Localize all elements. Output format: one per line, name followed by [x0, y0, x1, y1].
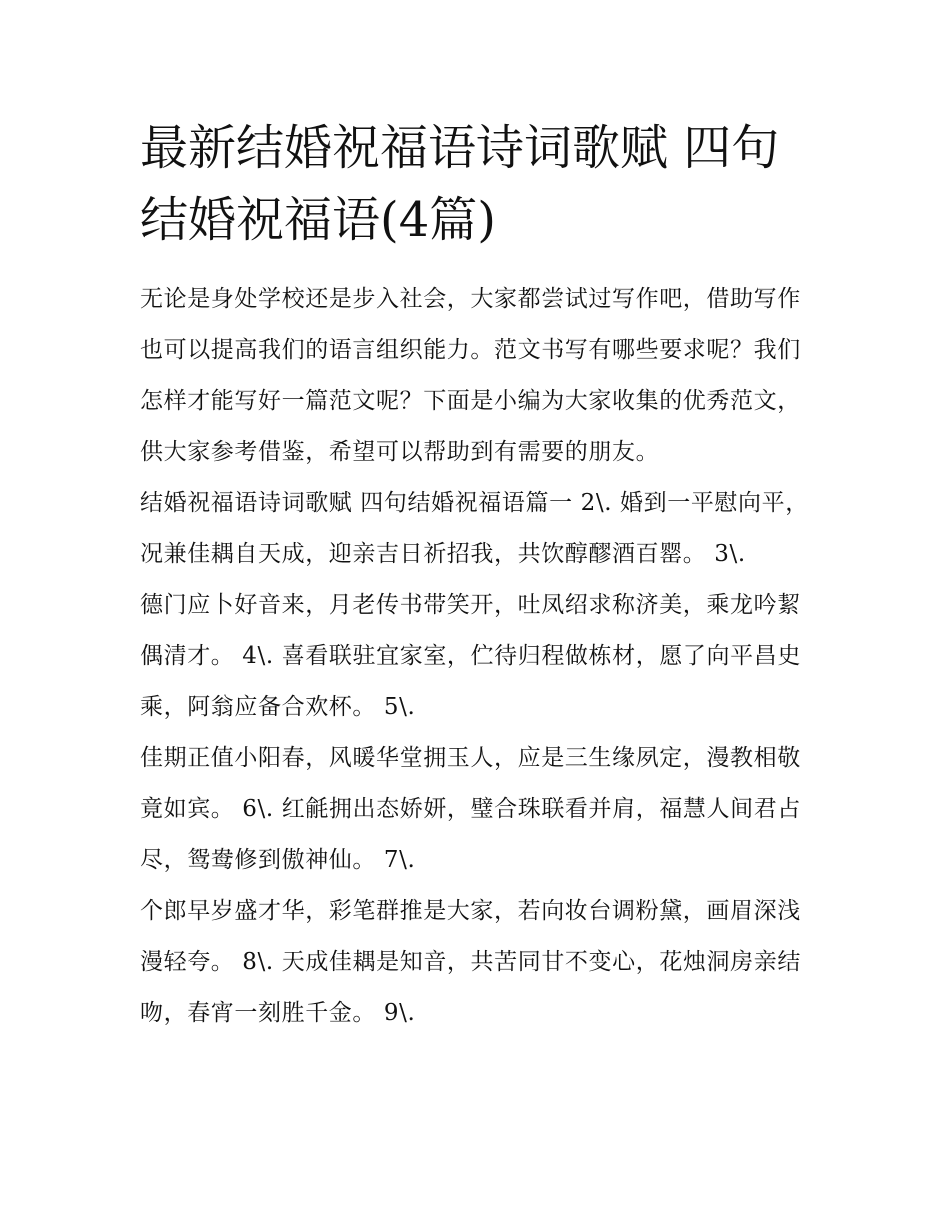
document-body — [140, 112, 816, 1039]
paragraph-intro: 无论是身处学校还是步入社会，大家都尝试过写作吧，借助写作也可以提高我们的语言组织能力。范文书写有哪些要求呢？我们怎样才能写好一篇范文呢？下面是小编为大家收集的优秀范文，供大家参考借鉴，希望可以帮助到有需要的朋友。 — [140, 286, 801, 465]
document-title: 最新结婚祝福语诗词歌赋 四句结婚祝福语(4篇) — [140, 120, 780, 248]
paragraph-poem-1: 结婚祝福语诗词歌赋 四句结婚祝福语篇一 2\. 婚到一平慰向平，况兼佳耦自天成，迎亲吉日祈招我，共饮醇醪酒百罂。 3\. — [140, 490, 809, 567]
paragraph-poem-3: 佳期正值小阳春，风暖华堂拥玉人，应是三生缘夙定，漫教相敬竟如宾。 6\. 红毹拥出态娇妍，璧合珠联看并肩，福慧人间君占尽，鸳鸯修到傲神仙。 7\. — [140, 745, 801, 873]
paragraph-poem-2: 德门应卜好音来，月老传书带笑开，吐凤绍求称济美，乘龙吟絜偶清才。 4\. 喜看联驻宜家室，伫待归程做栋材，愿了向平昌史乘，阿翁应备合欢杯。 5\. — [140, 592, 801, 720]
paragraph-poem-4: 个郎早岁盛才华，彩笔群推是大家，若向妆台调粉黛，画眉深浅漫轻夸。 8\. 天成佳耦是知音，共苦同甘不变心，花烛洞房亲结吻，春宵一刻胜千金。 9\. — [140, 898, 801, 1026]
